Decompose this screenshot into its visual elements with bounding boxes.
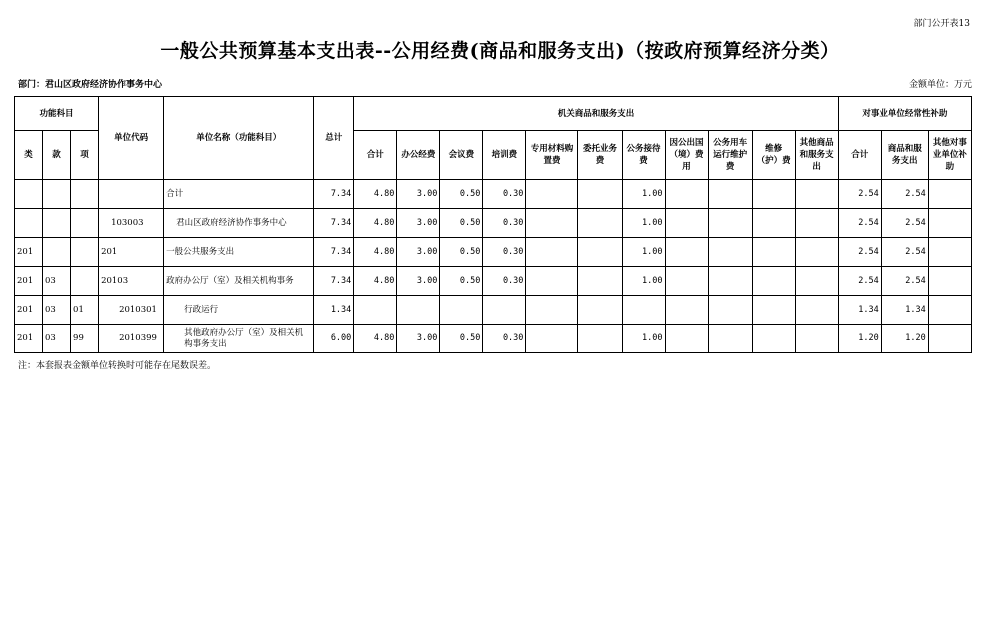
cell-total: 7.34 — [314, 238, 354, 267]
table-row — [15, 180, 972, 209]
header-group-jiguan: 机关商品和服务支出 — [354, 97, 838, 131]
header-jg-2: 会议费 — [440, 131, 483, 180]
cell-jg: 3.00 — [397, 238, 440, 267]
cell-jg — [708, 238, 752, 267]
header-jg-7: 因公出国（境）费用 — [665, 131, 708, 180]
cell-name: 政府办公厅（室）及相关机构事务 — [164, 267, 314, 296]
cell-jg — [752, 325, 795, 353]
cell-sub: 2.54 — [881, 180, 928, 209]
cell-lei: 201 — [15, 267, 43, 296]
cell-jg — [795, 267, 838, 296]
cell-jg — [795, 209, 838, 238]
header-total: 总计 — [314, 97, 354, 180]
header-unit-name: 单位名称（功能科目） — [164, 97, 314, 180]
cell-jg — [622, 296, 665, 325]
cell-jg — [665, 238, 708, 267]
cell-code: 2010399 — [99, 325, 164, 353]
cell-name: 君山区政府经济协作事务中心 — [164, 209, 314, 238]
cell-total: 7.34 — [314, 267, 354, 296]
cell-sub: 2.54 — [838, 209, 881, 238]
cell-jg — [665, 209, 708, 238]
cell-sub: 2.54 — [838, 180, 881, 209]
cell-jg — [578, 325, 622, 353]
cell-name: 行政运行 — [164, 296, 314, 325]
cell-sub — [928, 238, 971, 267]
cell-code — [99, 180, 164, 209]
cell-sub — [928, 325, 971, 353]
header-jg-9: 维修（护）费 — [752, 131, 795, 180]
report-title: 一般公共预算基本支出表--公用经费(商品和服务支出)（按政府预算经济分类） — [160, 40, 840, 62]
table-row — [15, 325, 972, 353]
cell-jg — [708, 296, 752, 325]
table-row — [15, 296, 972, 325]
header-xiang: 项 — [71, 131, 99, 180]
cell-xiang — [71, 267, 99, 296]
header-jg-10: 其他商品和服务支出 — [795, 131, 838, 180]
cell-lei: 201 — [15, 325, 43, 353]
cell-jg — [526, 267, 578, 296]
cell-jg — [578, 267, 622, 296]
budget-table — [14, 96, 972, 353]
cell-kuan — [43, 180, 71, 209]
cell-jg — [795, 238, 838, 267]
cell-jg: 1.00 — [622, 238, 665, 267]
cell-sub — [928, 180, 971, 209]
cell-jg — [526, 325, 578, 353]
cell-jg — [483, 296, 526, 325]
cell-name: 一般公共服务支出 — [164, 238, 314, 267]
cell-jg — [578, 209, 622, 238]
cell-jg: 0.50 — [440, 238, 483, 267]
cell-jg: 0.50 — [440, 325, 483, 353]
cell-jg: 3.00 — [397, 180, 440, 209]
cell-total: 7.34 — [314, 209, 354, 238]
cell-code: 103003 — [99, 209, 164, 238]
cell-jg — [795, 296, 838, 325]
cell-sub: 1.20 — [838, 325, 881, 353]
unit-label: 金额单位：万元 — [908, 80, 972, 90]
header-lei: 类 — [15, 131, 43, 180]
department-label: 部门：君山区政府经济协作事务中心 — [18, 80, 163, 90]
cell-sub: 2.54 — [881, 209, 928, 238]
header-group-subsidy: 对事业单位经常性补助 — [838, 97, 971, 131]
cell-jg: 3.00 — [397, 325, 440, 353]
cell-jg — [795, 325, 838, 353]
header-func-subject: 功能科目 — [15, 97, 99, 131]
cell-jg — [708, 180, 752, 209]
header-jg-5: 委托业务费 — [578, 131, 622, 180]
cell-sub: 2.54 — [881, 238, 928, 267]
cell-code: 20103 — [99, 267, 164, 296]
header-kuan: 款 — [43, 131, 71, 180]
cell-code: 201 — [99, 238, 164, 267]
cell-xiang — [71, 180, 99, 209]
header-sub-0: 合计 — [838, 131, 881, 180]
cell-sub: 1.34 — [838, 296, 881, 325]
cell-jg: 4.80 — [354, 325, 397, 353]
cell-jg — [708, 325, 752, 353]
cell-jg: 1.00 — [622, 209, 665, 238]
cell-jg: 0.50 — [440, 209, 483, 238]
cell-kuan — [43, 209, 71, 238]
cell-lei: 201 — [15, 296, 43, 325]
table-row — [15, 238, 972, 267]
cell-jg — [578, 296, 622, 325]
header-sub-2: 其他对事业单位补助 — [928, 131, 971, 180]
cell-jg: 3.00 — [397, 209, 440, 238]
cell-lei: 201 — [15, 238, 43, 267]
table-row — [15, 209, 972, 238]
cell-xiang: 99 — [71, 325, 99, 353]
cell-jg — [752, 296, 795, 325]
cell-code: 2010301 — [99, 296, 164, 325]
header-jg-1: 办公经费 — [397, 131, 440, 180]
header-jg-8: 公务用车运行维护费 — [708, 131, 752, 180]
cell-xiang — [71, 238, 99, 267]
cell-jg — [708, 209, 752, 238]
cell-xiang: 01 — [71, 296, 99, 325]
cell-jg: 1.00 — [622, 180, 665, 209]
cell-jg — [578, 238, 622, 267]
cell-jg: 1.00 — [622, 267, 665, 296]
cell-jg: 0.50 — [440, 267, 483, 296]
cell-jg: 4.80 — [354, 209, 397, 238]
cell-total: 1.34 — [314, 296, 354, 325]
header-jg-6: 公务接待费 — [622, 131, 665, 180]
cell-name: 其他政府办公厅（室）及相关机构事务支出 — [164, 325, 314, 353]
cell-jg — [354, 296, 397, 325]
cell-jg — [752, 267, 795, 296]
page-label: 部门公开表13 — [913, 19, 970, 29]
cell-jg — [526, 180, 578, 209]
cell-sub — [928, 296, 971, 325]
cell-jg: 3.00 — [397, 267, 440, 296]
cell-jg — [526, 296, 578, 325]
header-sub-1: 商品和服务支出 — [881, 131, 928, 180]
cell-jg — [665, 267, 708, 296]
cell-kuan — [43, 238, 71, 267]
cell-jg — [752, 209, 795, 238]
cell-kuan: 03 — [43, 325, 71, 353]
header-jg-4: 专用材料购置费 — [526, 131, 578, 180]
cell-jg — [708, 267, 752, 296]
cell-jg: 0.30 — [483, 209, 526, 238]
cell-jg — [665, 180, 708, 209]
cell-jg: 1.00 — [622, 325, 665, 353]
cell-jg: 4.80 — [354, 267, 397, 296]
cell-sub: 2.54 — [838, 267, 881, 296]
cell-jg — [752, 238, 795, 267]
cell-jg — [665, 325, 708, 353]
header-unit-code: 单位代码 — [99, 97, 164, 180]
cell-lei — [15, 180, 43, 209]
cell-jg: 4.80 — [354, 238, 397, 267]
cell-jg: 0.30 — [483, 325, 526, 353]
cell-jg — [526, 209, 578, 238]
cell-kuan: 03 — [43, 267, 71, 296]
cell-kuan: 03 — [43, 296, 71, 325]
cell-jg — [397, 296, 440, 325]
cell-sub: 1.20 — [881, 325, 928, 353]
cell-jg — [795, 180, 838, 209]
cell-jg — [526, 238, 578, 267]
cell-jg: 0.50 — [440, 180, 483, 209]
cell-jg: 0.30 — [483, 267, 526, 296]
header-jg-3: 培训费 — [483, 131, 526, 180]
cell-sub: 1.34 — [881, 296, 928, 325]
header-jg-0: 合计 — [354, 131, 397, 180]
cell-lei — [15, 209, 43, 238]
cell-total: 6.00 — [314, 325, 354, 353]
cell-jg — [752, 180, 795, 209]
cell-jg — [665, 296, 708, 325]
cell-sub: 2.54 — [838, 238, 881, 267]
table-row — [15, 267, 972, 296]
cell-xiang — [71, 209, 99, 238]
cell-sub: 2.54 — [881, 267, 928, 296]
footnote: 注：本套报表金额单位转换时可能存在尾数误差。 — [18, 361, 217, 371]
cell-jg: 0.30 — [483, 180, 526, 209]
cell-name: 合计 — [164, 180, 314, 209]
cell-sub — [928, 267, 971, 296]
cell-jg — [578, 180, 622, 209]
cell-total: 7.34 — [314, 180, 354, 209]
cell-jg: 0.30 — [483, 238, 526, 267]
cell-jg: 4.80 — [354, 180, 397, 209]
cell-jg — [440, 296, 483, 325]
cell-sub — [928, 209, 971, 238]
